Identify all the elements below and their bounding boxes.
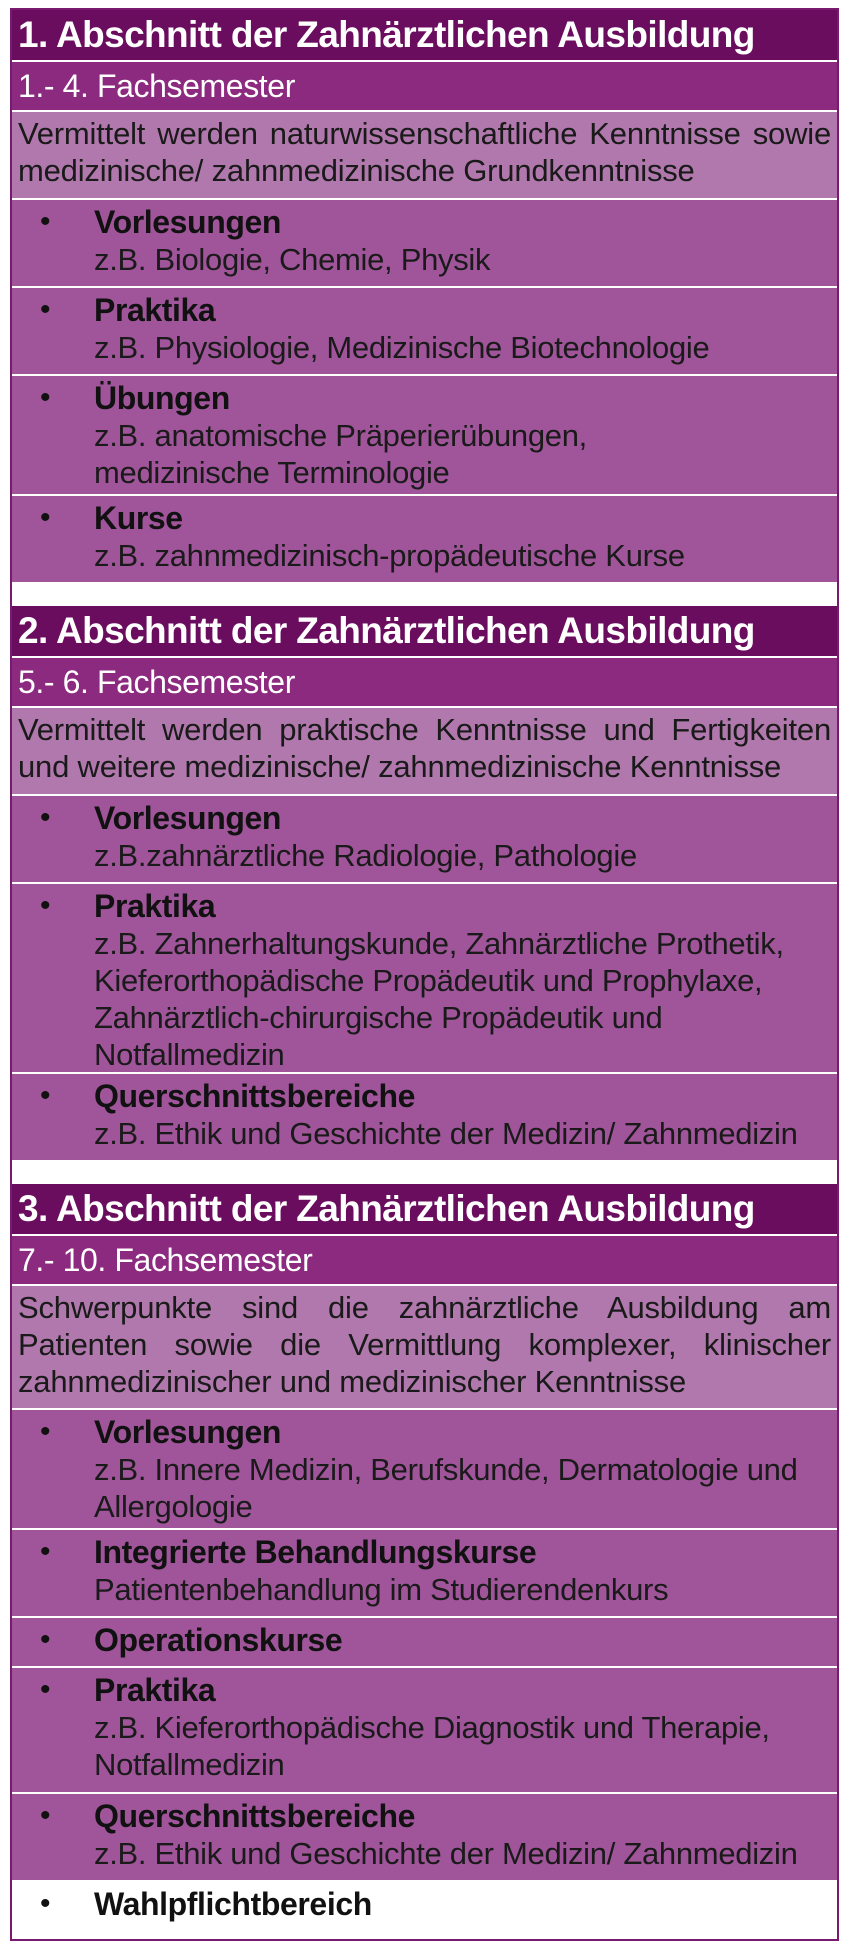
list-item <box>12 1794 837 1882</box>
item-heading: Vorlesungen <box>94 1414 282 1450</box>
section-title: 1. Abschnitt der Zahnärztlichen Ausbildung <box>12 10 837 62</box>
bullet: • <box>40 1673 51 1706</box>
bullet: • <box>40 1535 51 1568</box>
list-item <box>12 1410 837 1530</box>
bullet: • <box>40 1623 51 1656</box>
list-item <box>12 1618 837 1668</box>
item-heading: Übungen <box>94 380 230 416</box>
item-line: Notfallmedizin <box>94 1747 285 1782</box>
item-heading: Vorlesungen <box>94 800 282 836</box>
curriculum-table <box>10 8 839 1941</box>
item-heading: Praktika <box>94 888 216 924</box>
section-3 <box>12 1184 837 1922</box>
bullet: • <box>40 381 51 414</box>
list-item <box>12 1074 837 1160</box>
item-heading: Integrierte Behandlungskurse <box>94 1534 537 1570</box>
section-divider <box>12 1160 837 1184</box>
bullet: • <box>40 1887 51 1920</box>
list-item <box>12 200 837 288</box>
bullet: • <box>40 293 51 326</box>
section-title: 2. Abschnitt der Zahnärztlichen Ausbildung <box>12 606 837 658</box>
item-line: medizinische Terminologie <box>94 455 450 490</box>
section-title: 3. Abschnitt der Zahnärztlichen Ausbildung <box>12 1184 837 1236</box>
item-line: z.B. Ethik und Geschichte der Medizin/ Zahnmedizin <box>94 1116 798 1151</box>
list-item <box>12 376 837 496</box>
bullet: • <box>40 205 51 238</box>
item-heading: Wahlpflichtbereich <box>94 1886 372 1922</box>
list-item <box>12 288 837 376</box>
item-line: Allergologie <box>94 1489 253 1524</box>
section-2 <box>12 606 837 1160</box>
semester-range: 1.- 4. Fachsemester <box>12 62 837 112</box>
item-line: z.B. Innere Medizin, Berufskunde, Dermatologie und <box>94 1452 798 1487</box>
item-line: z.B. Ethik und Geschichte der Medizin/ Zahnmedizin <box>94 1836 798 1871</box>
section-divider <box>12 582 837 606</box>
item-heading: Vorlesungen <box>94 204 282 240</box>
semester-range: 5.- 6. Fachsemester <box>12 658 837 708</box>
item-line: z.B. Physiologie, Medizinische Biotechnologie <box>94 330 710 365</box>
item-line: Patientenbehandlung im Studierendenkurs <box>94 1572 669 1607</box>
list-item <box>12 796 837 884</box>
item-heading: Kurse <box>94 500 183 536</box>
bullet: • <box>40 501 51 534</box>
bullet: • <box>40 801 51 834</box>
section-description: Vermittelt werden praktische Kenntnisse und Fertigkeiten und weitere medizinische/ zahnmedizinische Kenntnisse <box>12 708 837 796</box>
item-heading: Querschnittsbereiche <box>94 1078 416 1114</box>
item-line: z.B. Biologie, Chemie, Physik <box>94 242 491 277</box>
item-line: Kieferorthopädische Propädeutik und Prophylaxe, <box>94 963 763 998</box>
bullet: • <box>40 1799 51 1832</box>
semester-range: 7.- 10. Fachsemester <box>12 1236 837 1286</box>
item-line: z.B. zahnmedizinisch-propädeutische Kurse <box>94 538 685 573</box>
item-heading: Operationskurse <box>94 1622 343 1658</box>
bullet: • <box>40 1415 51 1448</box>
section-description: Vermittelt werden naturwissenschaftliche Kenntnisse sowie medizinische/ zahnmedizinische Grundkenntnisse <box>12 112 837 200</box>
item-heading: Praktika <box>94 292 216 328</box>
item-line: z.B. Kieferorthopädische Diagnostik und Therapie, <box>94 1710 770 1745</box>
item-line: Notfallmedizin <box>94 1037 285 1072</box>
section-description: Schwerpunkte sind die zahnärztliche Ausbildung am Patienten sowie die Vermittlung komplexer, klinischer zahnmedizinischer und medizinischer Kenntnisse <box>12 1286 837 1410</box>
item-heading: Praktika <box>94 1672 216 1708</box>
item-heading: Querschnittsbereiche <box>94 1798 416 1834</box>
bullet: • <box>40 889 51 922</box>
item-line: Zahnärztlich-chirurgische Propädeutik und <box>94 1000 663 1035</box>
list-item <box>12 1530 837 1618</box>
bullet: • <box>40 1079 51 1112</box>
list-item <box>12 884 837 1074</box>
item-line: z.B. Zahnerhaltungskunde, Zahnärztliche Prothetik, <box>94 926 784 961</box>
item-line: z.B.zahnärztliche Radiologie, Pathologie <box>94 838 637 873</box>
item-line: z.B. anatomische Präperierübungen, <box>94 418 587 453</box>
list-item <box>12 496 837 582</box>
section-1 <box>12 10 837 582</box>
list-item <box>12 1668 837 1794</box>
